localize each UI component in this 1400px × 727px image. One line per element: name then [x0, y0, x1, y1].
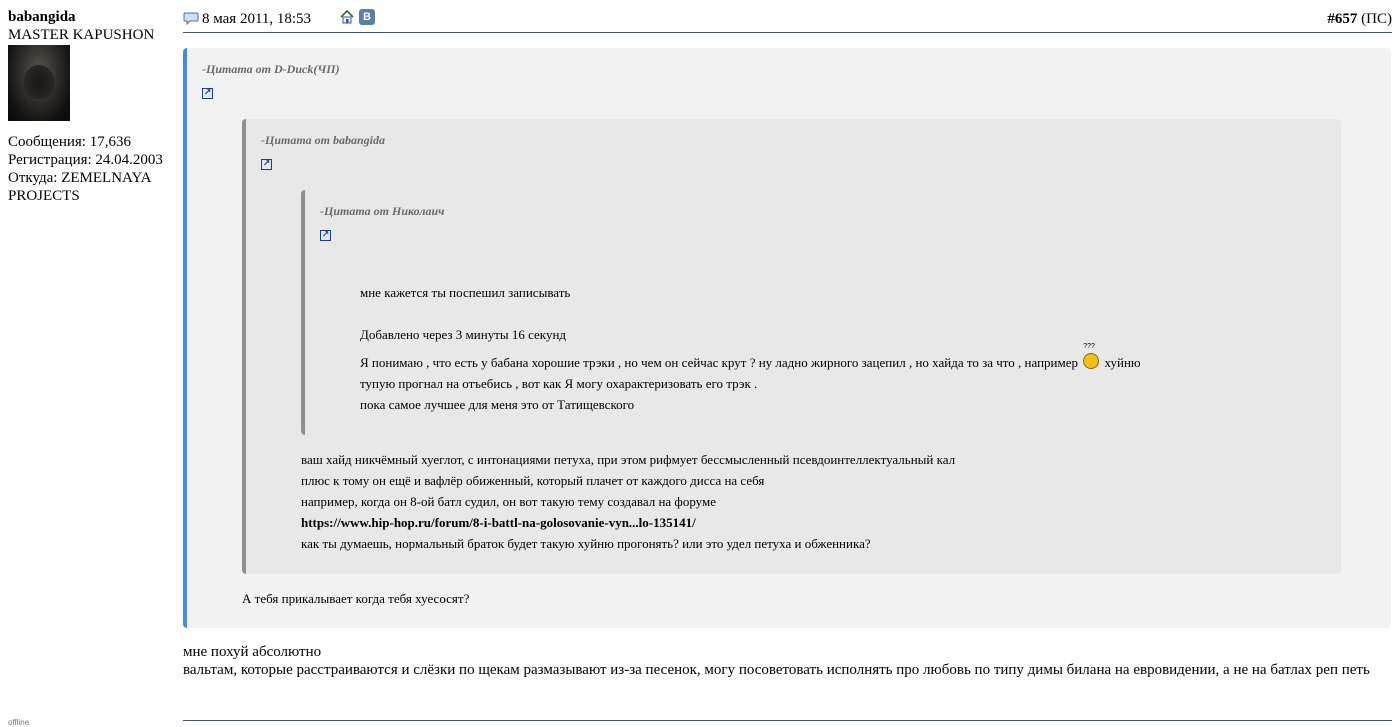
user-registration: Регистрация: 24.04.2003 [8, 152, 163, 168]
avatar[interactable] [8, 45, 70, 121]
user-post-count: Сообщения: 17,636 [8, 134, 131, 150]
post-footer-divider [183, 720, 1392, 721]
quote-mid-last-line: как ты думаешь, нормальный браток будет такую хуйню прогонять? или это удел петуха и обженника? [301, 536, 871, 551]
post-body-line1: мне похуй абсолютно [183, 644, 322, 660]
home-icon[interactable] [339, 9, 355, 25]
quote-outer-author: -Цитата от D-Duck(ЧП) [202, 62, 340, 76]
quote-mid-line1: ваш хайд никчёмный хуеглот, с интонациями петуха, при этом рифмует бессмысленный псевдоинтеллектуальный кал [301, 452, 956, 467]
username[interactable]: babangida [8, 9, 76, 25]
post-number [1327, 10, 1392, 28]
user-location: Откуда: ZEMELNAYA PROJECTS [8, 170, 151, 204]
post-number-link[interactable]: #657 [1327, 11, 1358, 27]
quote-outer-reply: А тебя прикалывает когда тебя хуесосят? [242, 591, 470, 606]
post-body-line2: вальтам, которые расстраиваются и слёзки по щекам размазывают из-за песенок, могу посоветовать исполнять про любовь по типу димы билана на евровидении, а не на батлах реп петь [183, 662, 1370, 678]
post-header [183, 8, 1392, 33]
quote-inner-author: -Цитата от Николаич [320, 204, 445, 218]
quote-inner-added: Добавлено через 3 минуты 16 секунд [360, 327, 567, 342]
quote-inner-link-icon[interactable]: ↗ [321, 230, 330, 240]
quote-mid-line3: например, когда он 8-ой батл судил, он вот такую тему создавал на форуме [301, 494, 717, 509]
offline-status: offline [8, 718, 30, 727]
quote-inner-line3 [360, 343, 1141, 373]
quote-inner-line3-end: хуйню [1104, 355, 1141, 370]
quote-inner-line3-text: Я понимаю , что есть у бабана хорошие трэки , но чем он сейчас крут ? ну ладно жирного зацепил , но хайда то за что , например [360, 355, 1079, 370]
quote-inner-line4: тупую прогнал на отъебись , вот как Я могу охарактеризовать его трэк . [360, 376, 758, 391]
forum-link[interactable]: https://www.hip-hop.ru/forum/8-i-battl-na-golosovanie-vyn...lo-135141/ [301, 515, 696, 530]
post-body [183, 643, 1395, 679]
quote-mid-author: -Цитата от babangida [261, 133, 386, 147]
user-info-panel [8, 8, 180, 205]
quote-mid-forum-link-wrap [301, 512, 696, 533]
confused-smiley-icon [1083, 343, 1099, 369]
post-icon [183, 11, 199, 25]
user-title: MASTER KAPUSHON [8, 27, 155, 43]
quote-mid-link-icon[interactable]: ↗ [262, 159, 271, 169]
post-date: 8 мая 2011, 18:53 [202, 11, 312, 27]
post-number-suffix: (ПС) [1361, 11, 1392, 27]
quote-inner-line1: мне кажется ты поспешил записывать [360, 285, 571, 300]
quote-outer-link-icon[interactable]: ↗ [203, 88, 212, 98]
smiley-question-marks: ??? [1083, 343, 1095, 350]
quote-mid-line2: плюс к тому он ещё и вафлёр обиженный, который плачет от каждого дисса на себя [301, 473, 765, 488]
quote-inner-line5: пока самое лучшее для меня это от Татищевского [360, 397, 635, 412]
vk-icon[interactable]: В [359, 9, 375, 25]
